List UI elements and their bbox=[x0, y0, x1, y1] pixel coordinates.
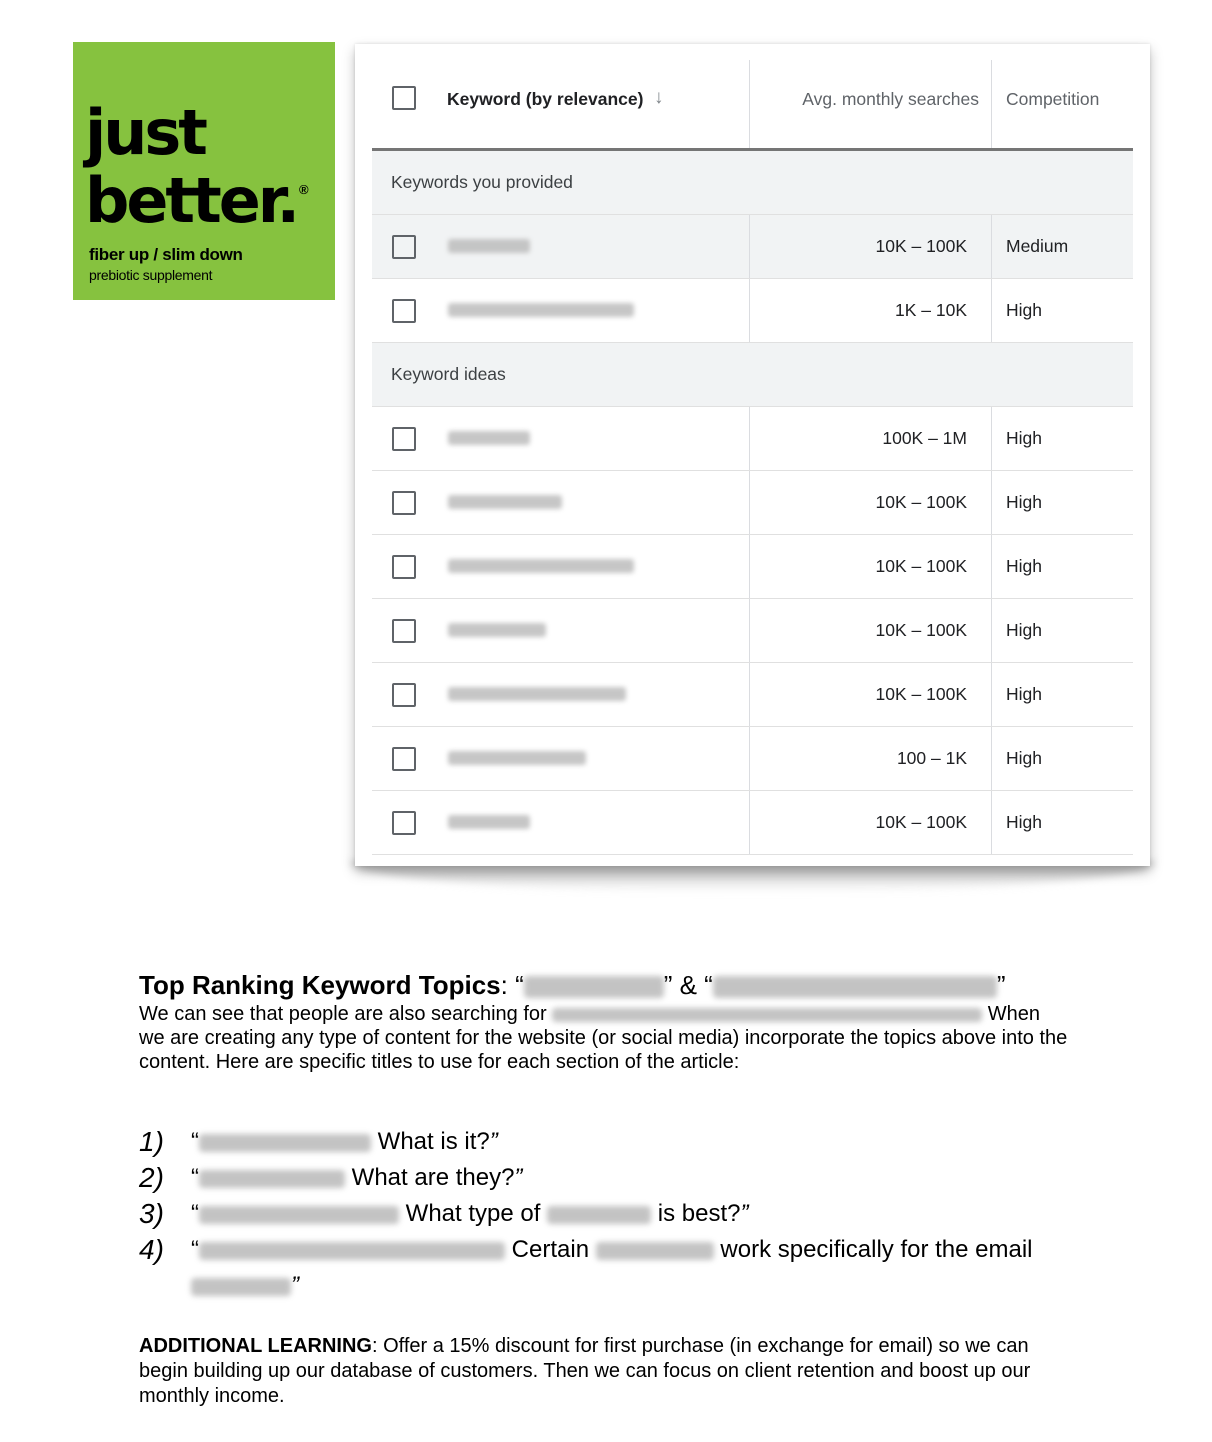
blurred-text bbox=[191, 1278, 291, 1296]
blurred-keyword bbox=[448, 751, 586, 765]
table-row[interactable] bbox=[372, 215, 1133, 279]
list-item: 1) “ What is it?” bbox=[139, 1126, 498, 1157]
logo-subtitle: prebiotic supplement bbox=[89, 267, 213, 283]
row-checkbox[interactable] bbox=[392, 747, 416, 771]
competition-cell: High bbox=[1006, 300, 1042, 320]
blurred-text bbox=[199, 1206, 399, 1224]
table-row[interactable] bbox=[372, 663, 1133, 727]
competition-column-header[interactable]: Competition bbox=[1006, 89, 1100, 109]
competition-cell: High bbox=[1006, 748, 1042, 768]
row-checkbox[interactable] bbox=[392, 619, 416, 643]
table-row[interactable] bbox=[372, 727, 1133, 791]
document-body bbox=[139, 968, 1069, 1409]
blurred-keyword bbox=[448, 303, 634, 317]
list-item: 3) “ What type of is best?” bbox=[139, 1198, 749, 1229]
arrow-down-icon[interactable]: ↓ bbox=[654, 87, 664, 108]
row-checkbox[interactable] bbox=[392, 299, 416, 323]
table-row[interactable] bbox=[372, 407, 1133, 471]
competition-cell: High bbox=[1006, 684, 1042, 704]
row-checkbox[interactable] bbox=[392, 427, 416, 451]
table-row[interactable] bbox=[372, 279, 1133, 343]
avg-searches-cell: 10K – 100K bbox=[875, 556, 967, 576]
section-title: Top Ranking Keyword Topics: “ ” & “ ” bbox=[139, 970, 1006, 1000]
additional-learning: ADDITIONAL LEARNING: Offer a 15% discount for first purchase (in exchange for email) so we can begin building up our database of customers. Then we can focus on client retention and boost up our monthly income. bbox=[139, 1335, 1031, 1407]
blurred-keyword bbox=[448, 815, 530, 829]
logo-line-1: just bbox=[85, 96, 205, 169]
table-row[interactable] bbox=[372, 471, 1133, 535]
competition-cell: High bbox=[1006, 428, 1042, 448]
blurred-text bbox=[199, 1170, 345, 1188]
avg-searches-cell: 10K – 100K bbox=[875, 812, 967, 832]
blurred-text bbox=[547, 1206, 651, 1224]
keyword-column-header[interactable]: Keyword (by relevance) bbox=[447, 89, 644, 109]
row-checkbox[interactable] bbox=[392, 683, 416, 707]
avg-searches-cell: 1K – 10K bbox=[895, 300, 967, 320]
group-keyword-ideas bbox=[372, 343, 1133, 407]
logo-tagline: fiber up / slim down bbox=[89, 245, 243, 264]
card-shadow bbox=[350, 862, 1155, 892]
list-item: 4) “ Certain work specifically for the email ” bbox=[139, 1234, 1033, 1299]
avg-searches-cell: 10K – 100K bbox=[875, 236, 967, 256]
avg-searches-cell: 10K – 100K bbox=[875, 492, 967, 512]
select-all-checkbox[interactable] bbox=[392, 86, 416, 110]
blurred-topic bbox=[524, 976, 664, 998]
blurred-text bbox=[552, 1008, 982, 1022]
competition-cell: High bbox=[1006, 492, 1042, 512]
keyword-table-card bbox=[355, 44, 1150, 866]
avg-searches-cell: 100 – 1K bbox=[896, 748, 967, 768]
blurred-text bbox=[199, 1242, 505, 1260]
blurred-keyword bbox=[448, 239, 530, 253]
group-label: Keywords you provided bbox=[391, 172, 573, 192]
competition-cell: High bbox=[1006, 812, 1042, 832]
avg-searches-column-header[interactable]: Avg. monthly searches bbox=[802, 89, 979, 109]
list-item: 2) “ What are they?” bbox=[139, 1162, 523, 1193]
blurred-text bbox=[596, 1242, 714, 1260]
blurred-topic bbox=[713, 976, 997, 998]
row-checkbox[interactable] bbox=[392, 555, 416, 579]
avg-searches-cell: 10K – 100K bbox=[875, 620, 967, 640]
keyword-table bbox=[372, 60, 1133, 855]
group-label: Keyword ideas bbox=[391, 364, 506, 384]
blurred-text bbox=[199, 1134, 371, 1152]
blurred-keyword bbox=[448, 687, 626, 701]
group-keywords-provided bbox=[372, 151, 1133, 215]
row-checkbox[interactable] bbox=[392, 811, 416, 835]
table-row[interactable] bbox=[372, 791, 1133, 855]
row-checkbox[interactable] bbox=[392, 491, 416, 515]
intro-paragraph: We can see that people are also searching for When we are creating any type of content for the website (or social media) incorporate the topics above into the content. Here are specific titles to use for each section of the article: bbox=[139, 1003, 1068, 1073]
blurred-keyword bbox=[448, 495, 562, 509]
competition-cell: Medium bbox=[1006, 236, 1069, 256]
blurred-keyword bbox=[448, 559, 634, 573]
competition-cell: High bbox=[1006, 556, 1042, 576]
table-row[interactable] bbox=[372, 535, 1133, 599]
logo-line-2: better. bbox=[85, 164, 298, 237]
row-checkbox[interactable] bbox=[392, 235, 416, 259]
table-header bbox=[372, 60, 1133, 151]
blurred-keyword bbox=[448, 431, 530, 445]
avg-searches-cell: 100K – 1M bbox=[882, 428, 967, 448]
title-list bbox=[139, 1124, 1069, 1304]
table-row[interactable] bbox=[372, 599, 1133, 663]
blurred-keyword bbox=[448, 623, 546, 637]
registered-mark: ® bbox=[299, 182, 309, 197]
avg-searches-cell: 10K – 100K bbox=[875, 684, 967, 704]
just-better-logo bbox=[73, 42, 335, 300]
competition-cell: High bbox=[1006, 620, 1042, 640]
